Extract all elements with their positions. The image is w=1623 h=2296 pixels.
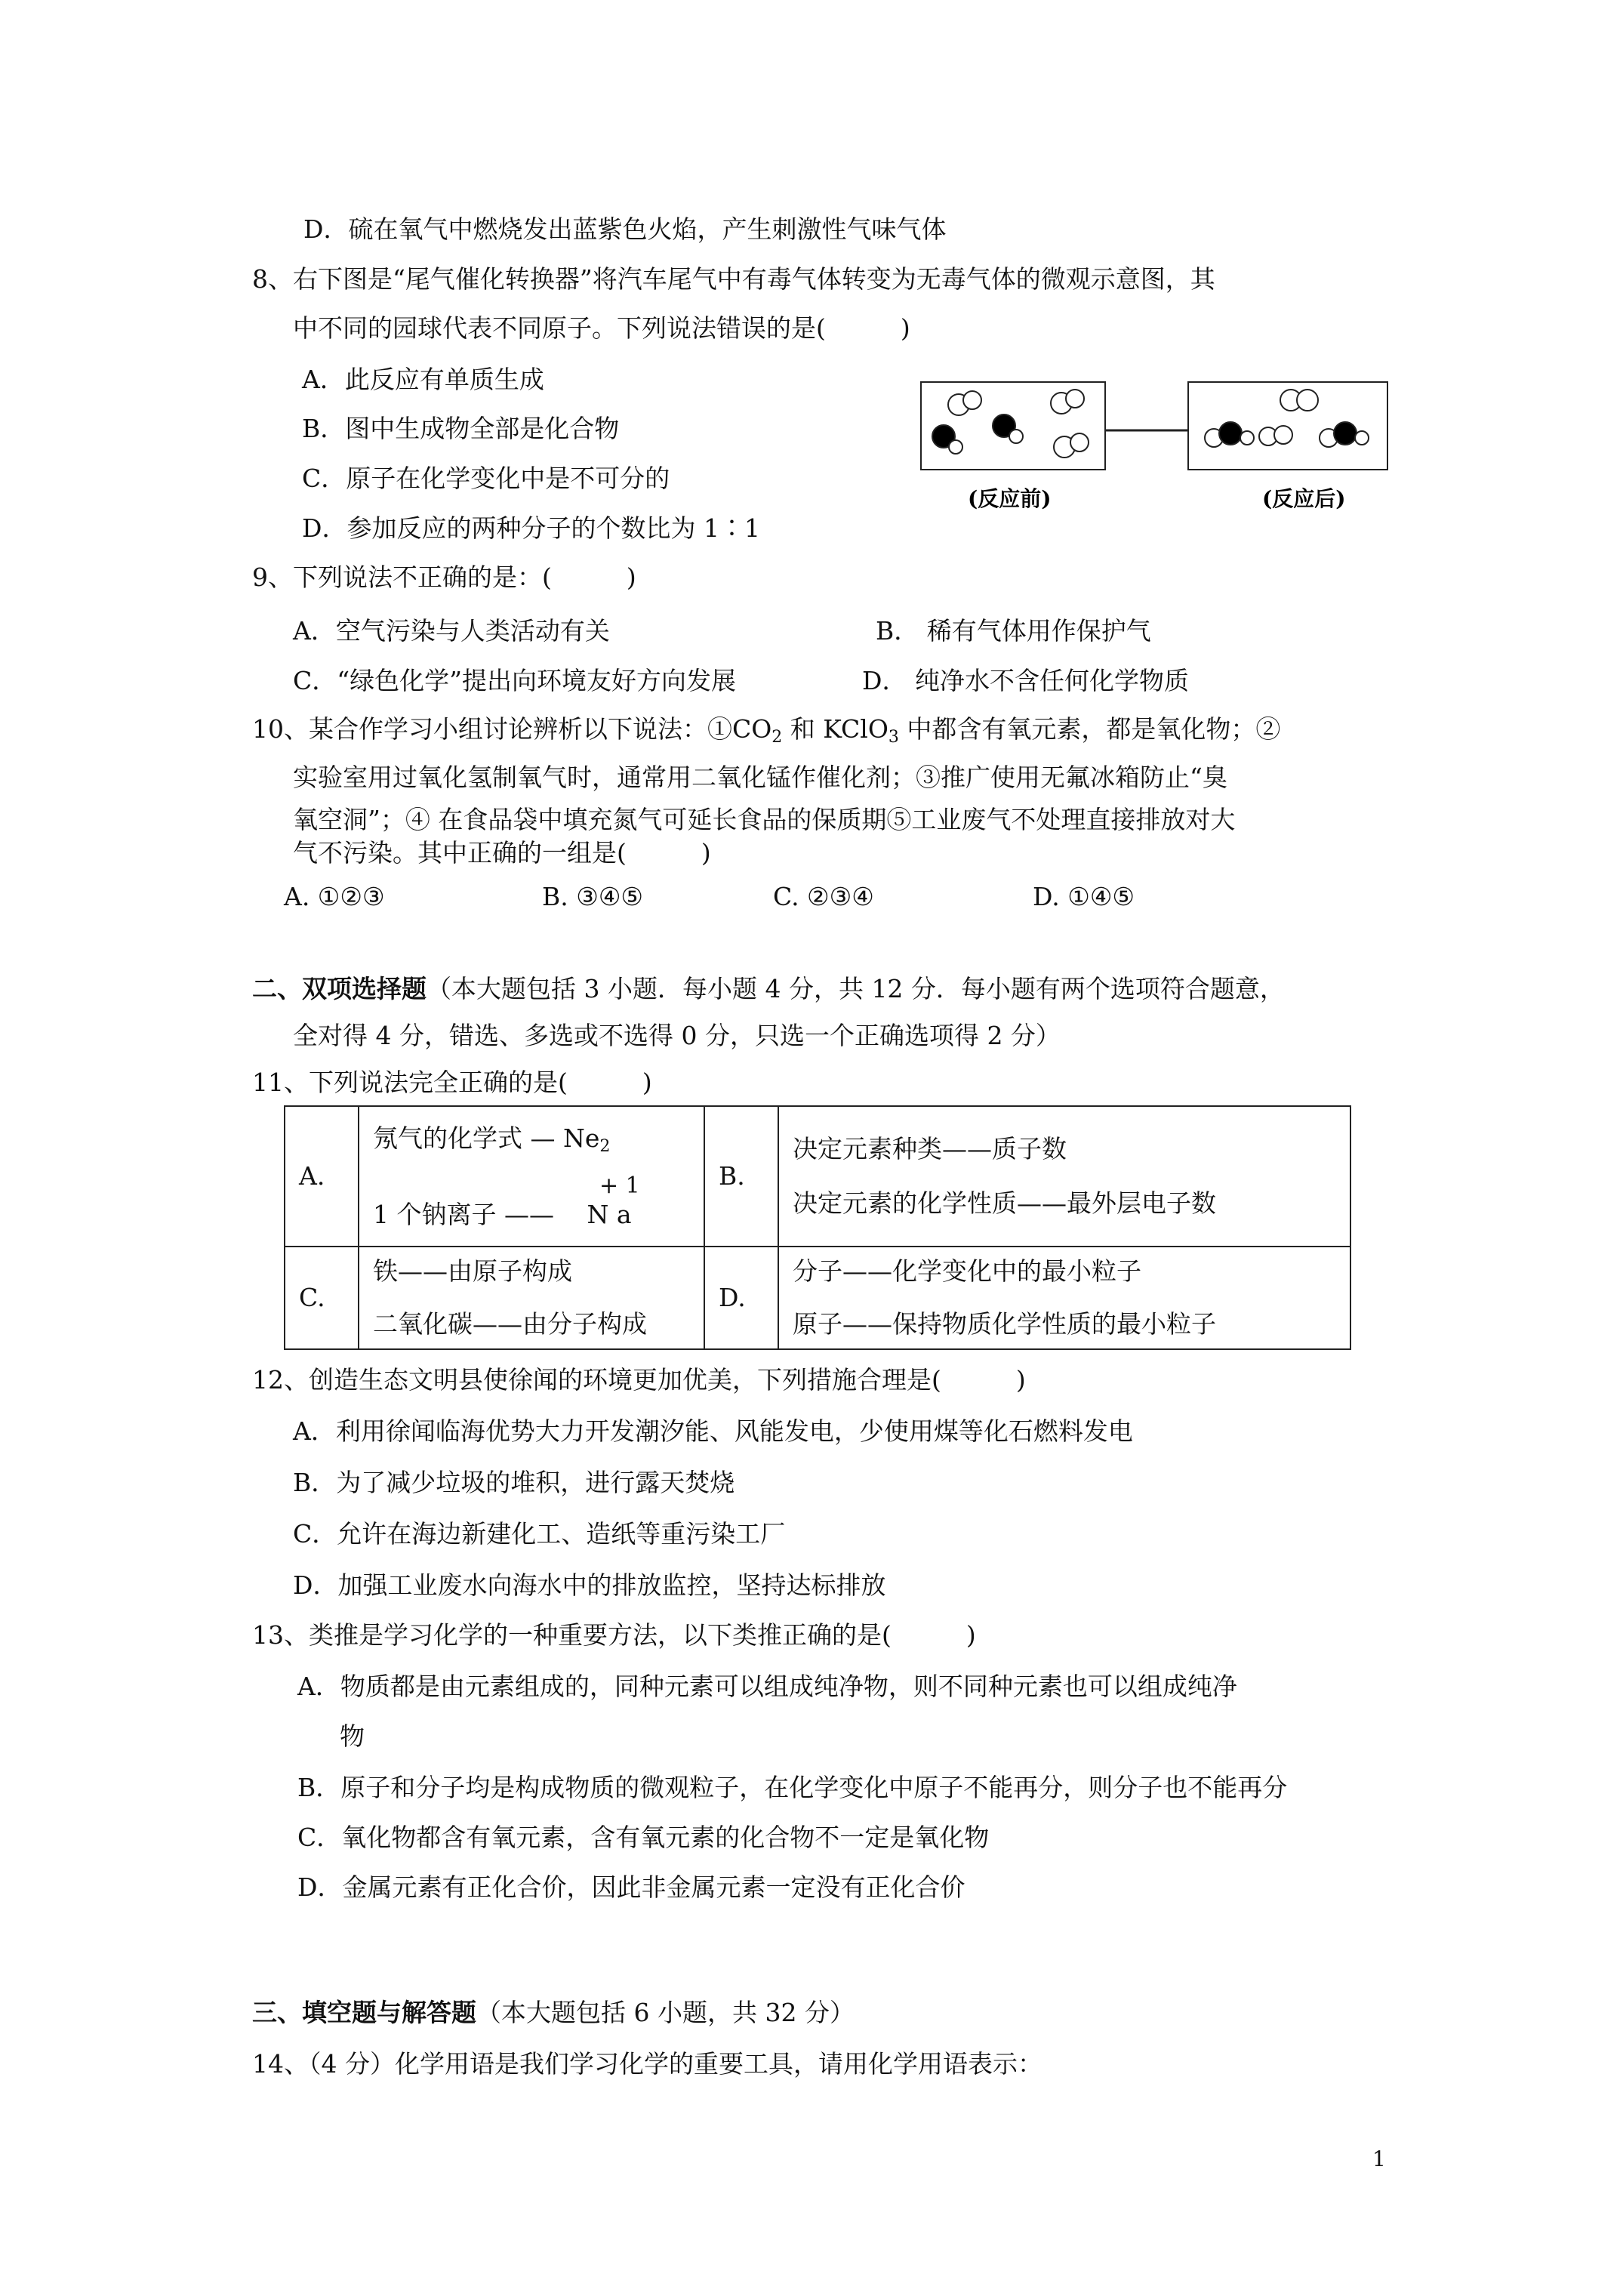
- q13-option-c: C．氧化物都含有氧元素，含有氧元素的化合物不一定是氧化物: [297, 1823, 990, 1852]
- q8-option-a: A．此反应有单质生成: [302, 365, 544, 394]
- label-after: (反应后): [1262, 486, 1346, 511]
- q10-option-b: B. ③④⑤: [542, 882, 643, 911]
- label-before: (反应前): [968, 486, 1052, 511]
- q10-line3: 氧空洞”；④ 在食品袋中填充氮气可延长食品的保质期⑤工业废气不处理直接排放对大: [293, 805, 1236, 834]
- page-number: 1: [1372, 2147, 1386, 2171]
- q12-option-b: B．为了减少垃圾的堆积，进行露天焚烧: [293, 1468, 735, 1497]
- q13-option-d: D．金属元素有正化合价，因此非金属元素一定没有正化合价: [297, 1872, 965, 1902]
- q8-option-d: D．参加反应的两种分子的个数比为 1∶1: [302, 513, 760, 543]
- q8-stem-line1: 8、右下图是“尾气催化转换器”将汽车尾气中有毒气体转变为无毒气体的微观示意图，其: [252, 264, 1215, 294]
- section3-heading: 三、填空题与解答题（本大题包括 6 小题，共 32 分）: [252, 1998, 855, 2027]
- q13-option-b: B．原子和分子均是构成物质的微观粒子，在化学变化中原子不能再分，则分子也不能再分: [297, 1773, 1288, 1802]
- q10-line4: 气不污染。其中正确的一组是( ): [293, 838, 711, 868]
- q11-stem: 11、下列说法完全正确的是( ): [252, 1068, 652, 1097]
- q11-table: [284, 1105, 1351, 1350]
- reaction-diagram: [913, 378, 1397, 529]
- q12-stem: 12、创造生态文明县使徐闻的环境更加优美，下列措施合理是( ): [252, 1365, 1026, 1395]
- section2-desc2: 全对得 4 分，错选、多选或不选得 0 分，只选一个正确选项得 2 分）: [293, 1021, 1061, 1050]
- q12-option-d: D．加强工业废水向海水中的排放监控，坚持达标排放: [293, 1570, 886, 1600]
- q14-stem: 14、（4 分）化学用语是我们学习化学的重要工具，请用化学用语表示：: [252, 2049, 1042, 2079]
- q13-stem: 13、类推是学习化学的一种重要方法，以下类推正确的是( ): [252, 1620, 976, 1650]
- q9-option-d: D． 纯净水不含任何化学物质: [862, 666, 1189, 695]
- q13-option-a-line2: 物: [340, 1721, 365, 1751]
- q11-cell-d: 分子——化学变化中的最小粒子 原子——保持物质化学性质的最小粒子: [778, 1247, 1350, 1349]
- q10-option-d: D. ①④⑤: [1033, 882, 1135, 911]
- q10-line1: 10、某合作学习小组讨论辨析以下说法：$①CO_2$ 和 KClO$_3$ 中都含有氧元素，都是氧化物；②: [252, 714, 1281, 747]
- q10-option-a: A. ①②③: [284, 882, 385, 911]
- q11-label-a: A.: [285, 1106, 359, 1247]
- q9-option-c: C．“绿色化学”提出向环境友好方向发展: [293, 666, 736, 695]
- q9-stem: 9、下列说法不正确的是：( ): [252, 562, 636, 592]
- q8-stem-line2: 中不同的园球代表不同原子。下列说法错误的是( ): [293, 313, 910, 343]
- q12-option-c: C．允许在海边新建化工、造纸等重污染工厂: [293, 1519, 786, 1549]
- q10-option-c: C. ②③④: [773, 882, 874, 911]
- q13-option-a-line1: A．物质都是由元素组成的，同种元素可以组成纯净物，则不同种元素也可以组成纯净: [297, 1672, 1237, 1701]
- q9-option-a: A．空气污染与人类活动有关: [293, 616, 610, 646]
- q11-cell-a: 氖气的化学式 — $Ne_2$ + 1 1 个钠离子 —— N a: [359, 1106, 704, 1247]
- q11-label-c: C.: [285, 1247, 359, 1349]
- q12-option-a: A．利用徐闻临海优势大力开发潮汐能、风能发电，少使用煤等化石燃料发电: [293, 1416, 1133, 1446]
- q7-option-d: D．硫在氧气中燃烧发出蓝紫色火焰，产生刺激性气味气体: [303, 214, 947, 244]
- q11-cell-c: 铁——由原子构成 二氧化碳——由分子构成: [359, 1247, 704, 1349]
- q11-cell-b: 决定元素种类——质子数 决定元素的化学性质——最外层电子数: [778, 1106, 1350, 1247]
- q9-option-b: B． 稀有气体用作保护气: [876, 616, 1151, 646]
- q11-label-d: D.: [704, 1247, 778, 1349]
- q8-option-c: C．原子在化学变化中是不可分的: [302, 464, 670, 493]
- q11-label-b: B.: [704, 1106, 778, 1247]
- q10-line2: 实验室用过氧化氢制氧气时，通常用二氧化锰作催化剂；③推广使用无氟冰箱防止“臭: [293, 763, 1227, 792]
- section2-heading: 二、双项选择题（本大题包括 3 小题．每小题 4 分，共 12 分．每小题有两个选项符合题意，: [252, 974, 1285, 1003]
- q8-option-b: B．图中生成物全部是化合物: [302, 414, 620, 443]
